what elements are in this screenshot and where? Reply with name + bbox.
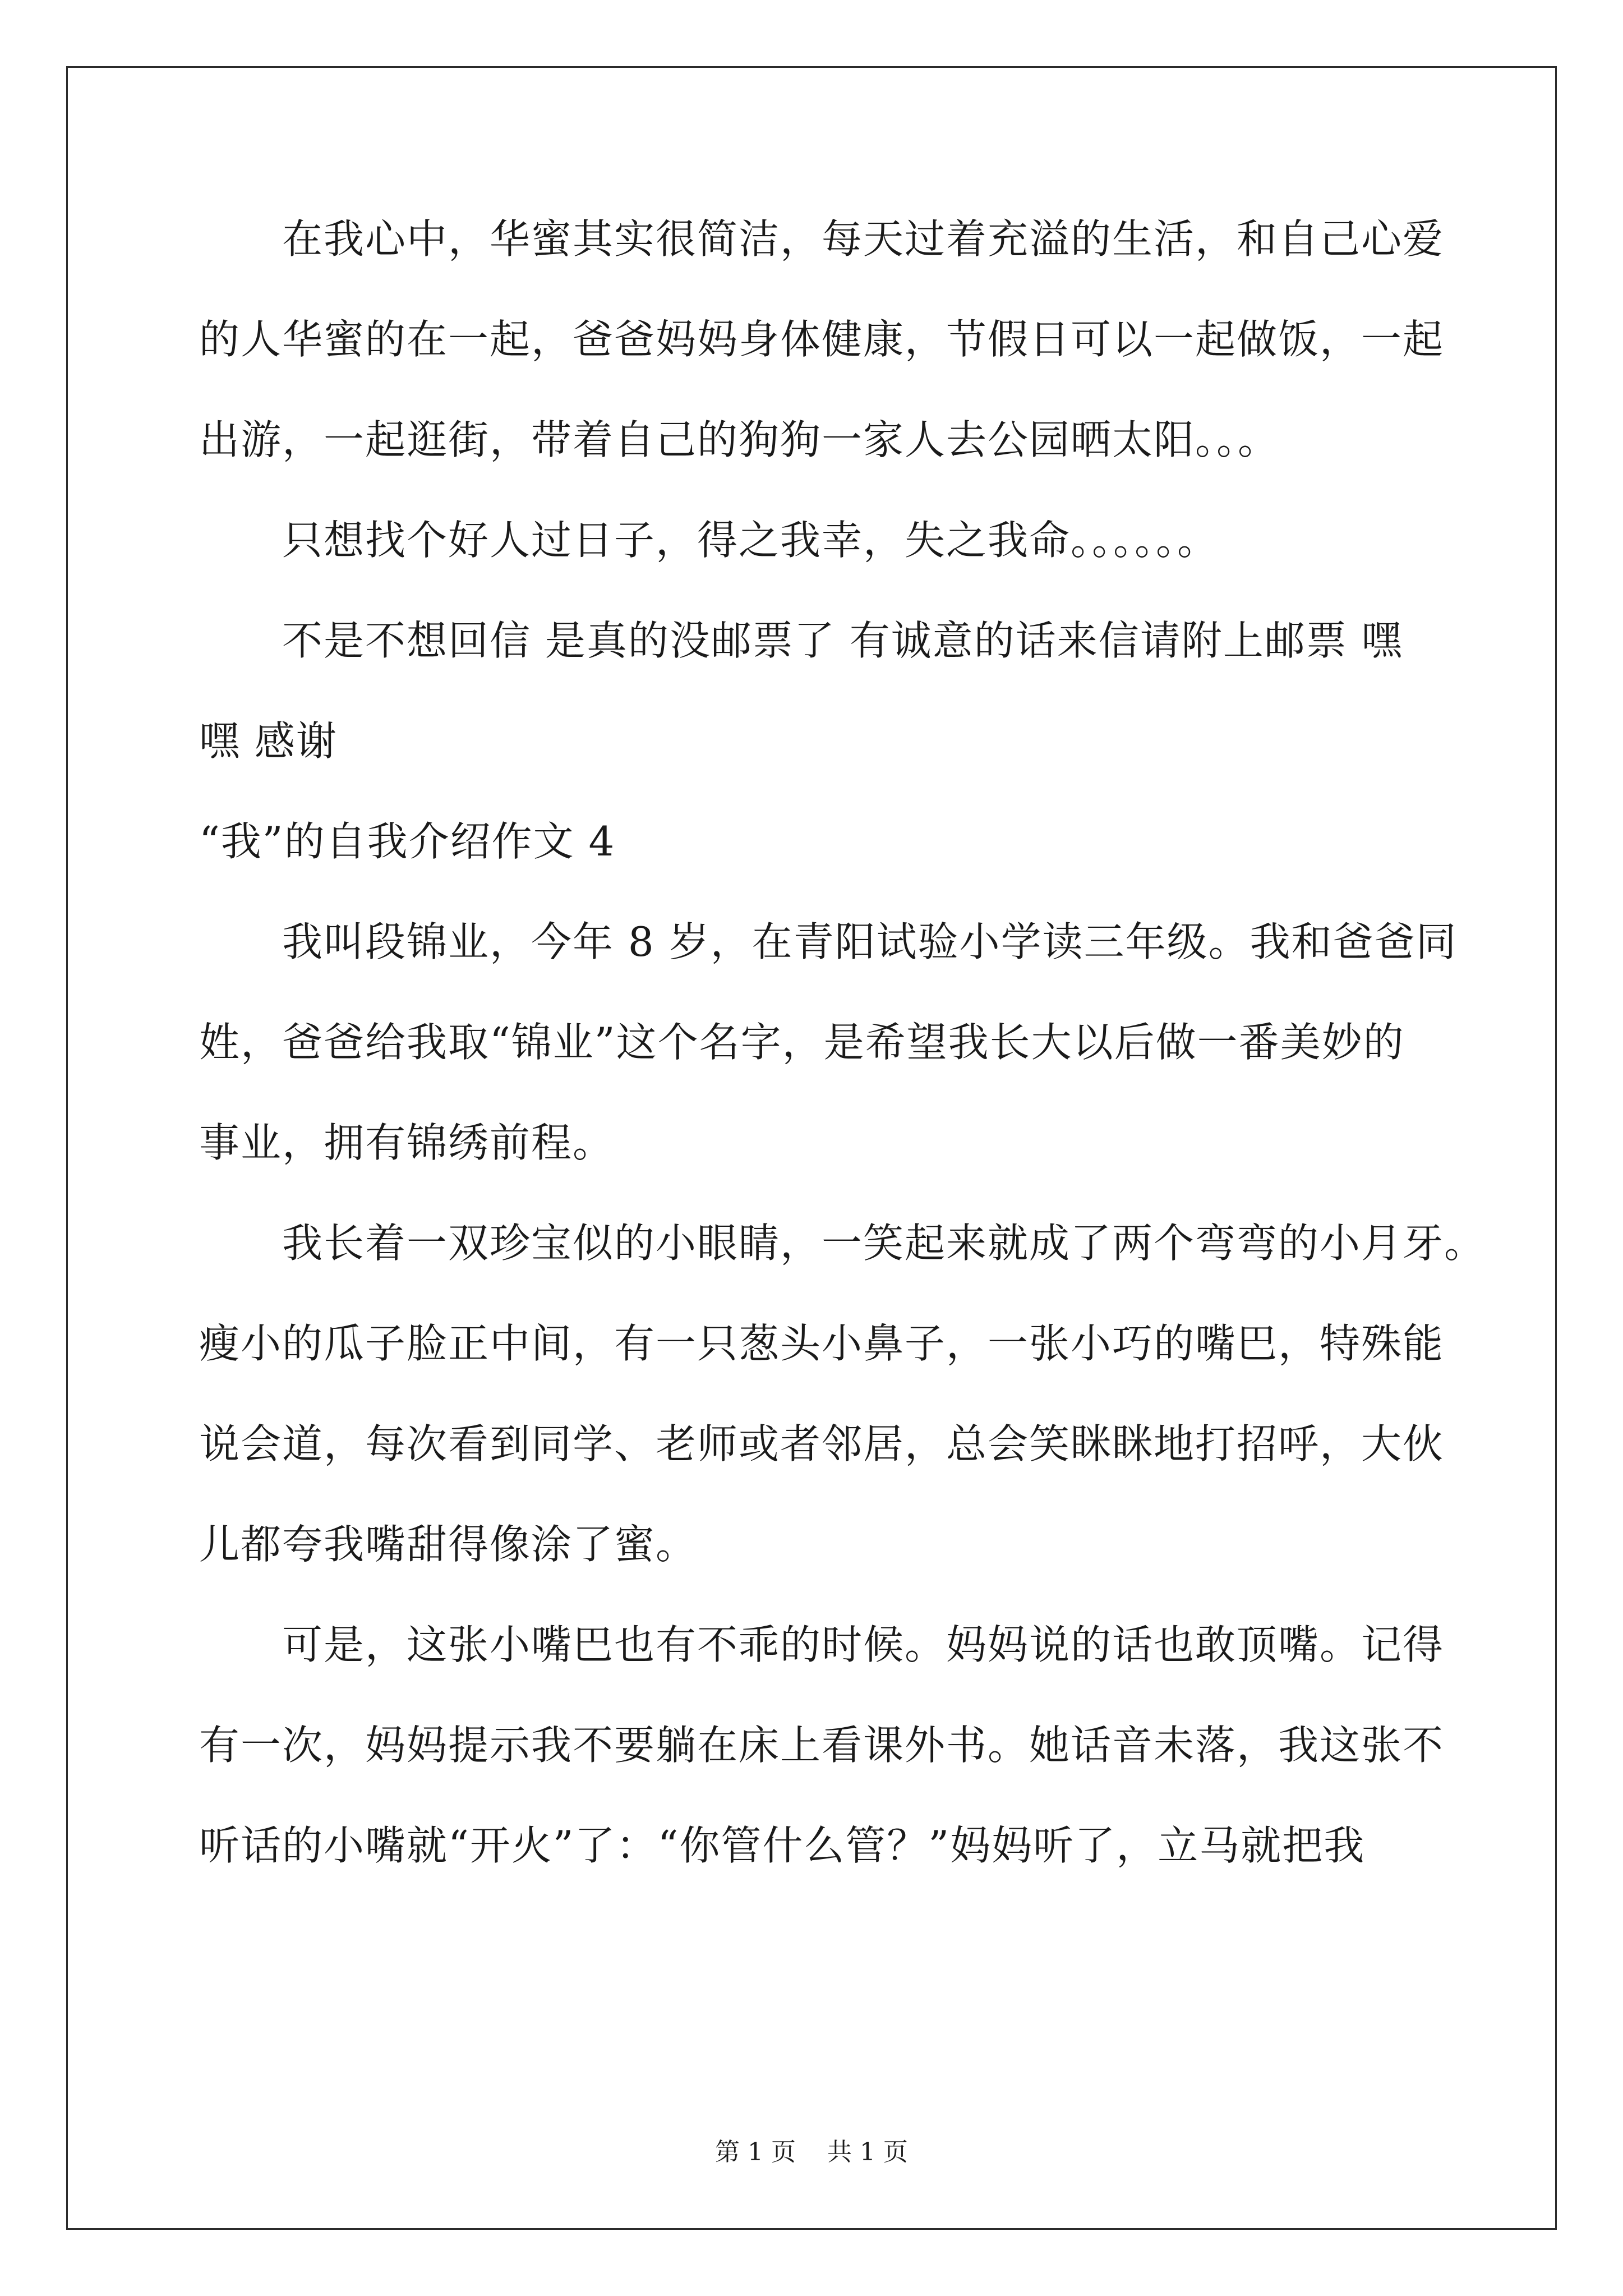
text-line: 瘦小的瓜子脸正中间，有一只葱头小鼻子，一张小巧的嘴巴，特殊能 (199, 1320, 1445, 1367)
text-line: 有一次，妈妈提示我不要躺在床上看课外书。她话音未落，我这张不 (199, 1722, 1445, 1769)
text-line: 嘿 感谢 (199, 717, 338, 765)
text-line: 不是不想回信 是真的没邮票了 有诚意的话来信请附上邮票 嘿 (199, 617, 1403, 664)
text-line: 我长着一双珍宝似的小眼睛，一笑起来就成了两个弯弯的小月牙。 (199, 1220, 1486, 1267)
text-line: 说会道，每次看到同学、老师或者邻居，总会笑眯眯地打招呼，大伙 (199, 1420, 1445, 1467)
text-line: 儿都夸我嘴甜得像涂了蜜。 (199, 1521, 698, 1568)
text-line: 事业，拥有锦绣前程。 (199, 1119, 615, 1166)
text-line: 的人华蜜的在一起，爸爸妈妈身体健康，节假日可以一起做饭，一起 (199, 316, 1445, 363)
section-heading: “我”的自我介绍作文 4 (199, 818, 616, 865)
text-line: 我叫段锦业，今年 8 岁，在青阳试验小学读三年级。我和爸爸同 (199, 918, 1458, 965)
text-line: 出游，一起逛街，带着自己的狗狗一家人去公园晒太阳。。。 (199, 416, 1280, 463)
text-line: 姓，爸爸给我取“锦业”这个名字，是希望我长大以后做一番美妙的 (199, 1019, 1405, 1066)
text-line: 可是，这张小嘴巴也有不乖的时候。妈妈说的话也敢顶嘴。记得 (199, 1621, 1445, 1668)
text-line: 听话的小嘴就“开火”了：“你管什么管？”妈妈听了，立马就把我 (199, 1822, 1366, 1869)
text-line: 在我心中，华蜜其实很简洁，每天过着充溢的生活，和自己心爱 (199, 215, 1445, 263)
text-line: 只想找个好人过日子，得之我幸，失之我命。。。。。。 (199, 517, 1219, 564)
page-number-footer: 第 1 页 共 1 页 (715, 2138, 908, 2166)
